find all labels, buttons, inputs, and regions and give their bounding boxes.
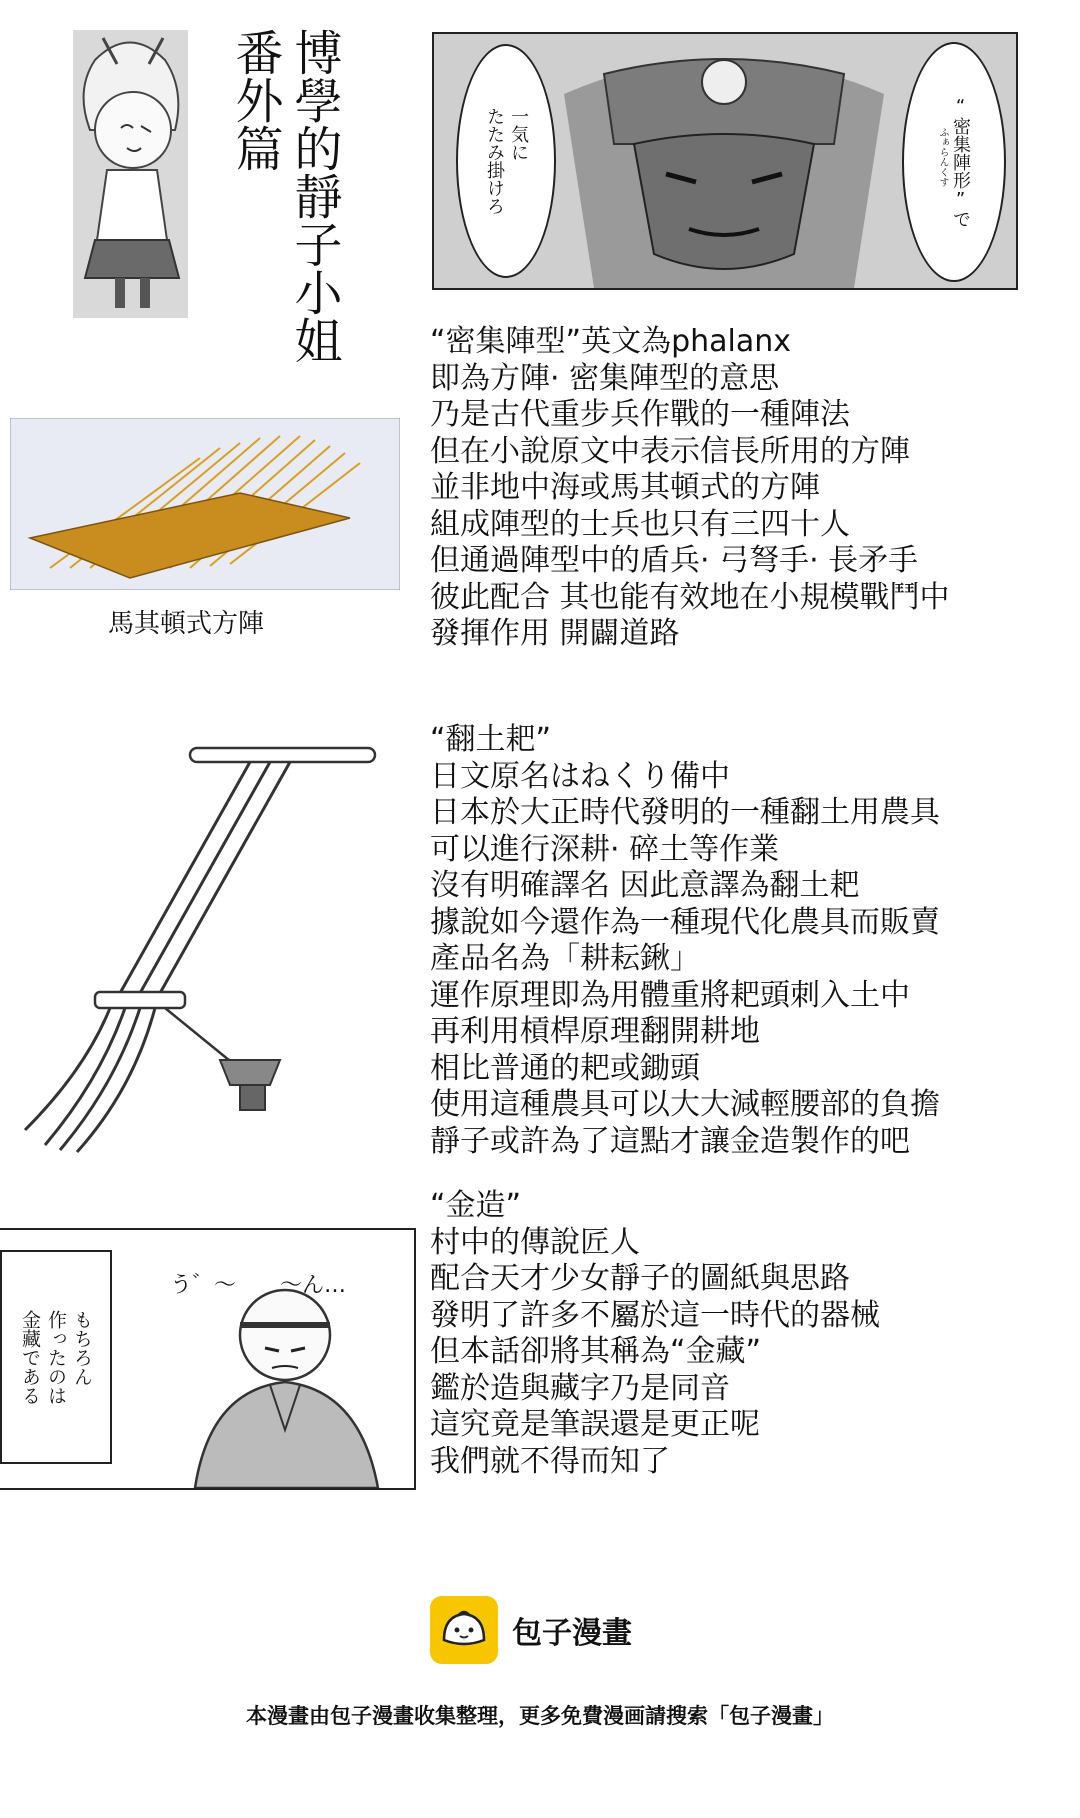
paragraph-line: 但通過陣型中的盾兵· 弓弩手· 長矛手 [430, 543, 919, 578]
paragraph-line: 運作原理即為用體重將耙頭刺入土中 [430, 977, 910, 1013]
kinzo-paragraph [430, 1188, 880, 1480]
speech-bubble-right-text: “密集陣形”で [950, 96, 971, 228]
paragraph-line: 發揮作用 開闢道路 [430, 616, 680, 651]
page-title: 博學的靜子小姐 [286, 28, 342, 364]
paragraph-line: 組成陣型的士兵也只有三四十人 [430, 506, 850, 542]
paragraph-line: 但本話卻將其稱為“金藏” [430, 1334, 762, 1369]
paragraph-line: 配合天才少女靜子的圖紙與思路 [430, 1261, 850, 1296]
phalanx-formation-image [10, 418, 400, 590]
manga-panel-samurai [432, 32, 1018, 290]
paragraph-line: 發明了許多不屬於這一時代的器械 [430, 1297, 880, 1333]
phalanx-paragraph [430, 324, 950, 653]
paragraph-line: 相比普通的耙或鋤頭 [430, 1050, 700, 1086]
paragraph-line: 日文原名はねくり備中 [430, 758, 730, 794]
paragraph-line: 再利用槓桿原理翻開耕地 [430, 1014, 760, 1049]
page-subtitle: 番外篇 [227, 28, 283, 172]
speech-bubble-right-ruby: ふぁらんくす [937, 127, 948, 187]
paragraph-line: 我們就不得而知了 [430, 1443, 670, 1479]
paragraph-line: 可以進行深耕· 碎土等作業 [430, 831, 780, 867]
paragraph-line: “翻土耙” [430, 722, 552, 757]
paragraph-line: 產品名為「耕耘鍬」 [430, 941, 700, 976]
brand-logo[interactable] [430, 1596, 632, 1664]
speech-bubble-right [902, 42, 1006, 282]
speech-bubble-left [456, 44, 556, 278]
paragraph-line: 村中的傳說匠人 [430, 1224, 640, 1260]
paragraph-line: 即為方陣· 密集陣型的意思 [430, 360, 780, 396]
paragraph-line: 使用這種農具可以大大減輕腰部的負擔 [430, 1087, 940, 1122]
paragraph-line: 日本於大正時代發明的一種翻土用農具 [430, 795, 940, 830]
paragraph-line: 沒有明確譯名 因此意譯為翻土耙 [430, 868, 860, 903]
paragraph-line: “金造” [430, 1188, 522, 1223]
paragraph-line: 並非地中海或馬其頓式的方陣 [430, 470, 820, 505]
manga-panel-kinzo [0, 1228, 416, 1490]
chibi-character-illustration [45, 20, 215, 325]
paragraph-line: 乃是古代重步兵作戰的一種陣法 [430, 397, 850, 432]
paragraph-line: 這究竟是筆誤還是更正呢 [430, 1407, 760, 1442]
sound-effect-text: う゛～ ～ん… [170, 1273, 347, 1298]
brand-name: 包子漫畫 [512, 1616, 632, 1651]
paragraph-line: 彼此配合 其也能有效地在小規模戰鬥中 [430, 579, 950, 615]
paragraph-line: 但在小說原文中表示信長所用的方陣 [430, 433, 910, 469]
speech-bubble-left-text: 一気に たたみ掛けろ [484, 107, 529, 215]
bun-logo-icon [430, 1596, 498, 1664]
narration-box [0, 1250, 112, 1464]
rake-paragraph [430, 722, 940, 1160]
phalanx-image-caption: 馬其頓式方陣 [108, 609, 265, 639]
narration-box-text: もちろん 作ったのは 金藏である [19, 1309, 93, 1405]
paragraph-line: 鑑於造與藏字乃是同音 [430, 1370, 730, 1406]
paragraph-line: 據說如今還作為一種現代化農具而販賣 [430, 904, 940, 940]
rake-tool-illustration [15, 740, 385, 1160]
paragraph-line: “密集陣型”英文為phalanx [430, 324, 792, 359]
paragraph-line: 靜子或許為了這點才讓金造製作的吧 [430, 1123, 910, 1159]
footer-notice: 本漫畫由包子漫畫收集整理，更多免費漫画請搜索「包子漫畫」 [246, 1704, 834, 1728]
